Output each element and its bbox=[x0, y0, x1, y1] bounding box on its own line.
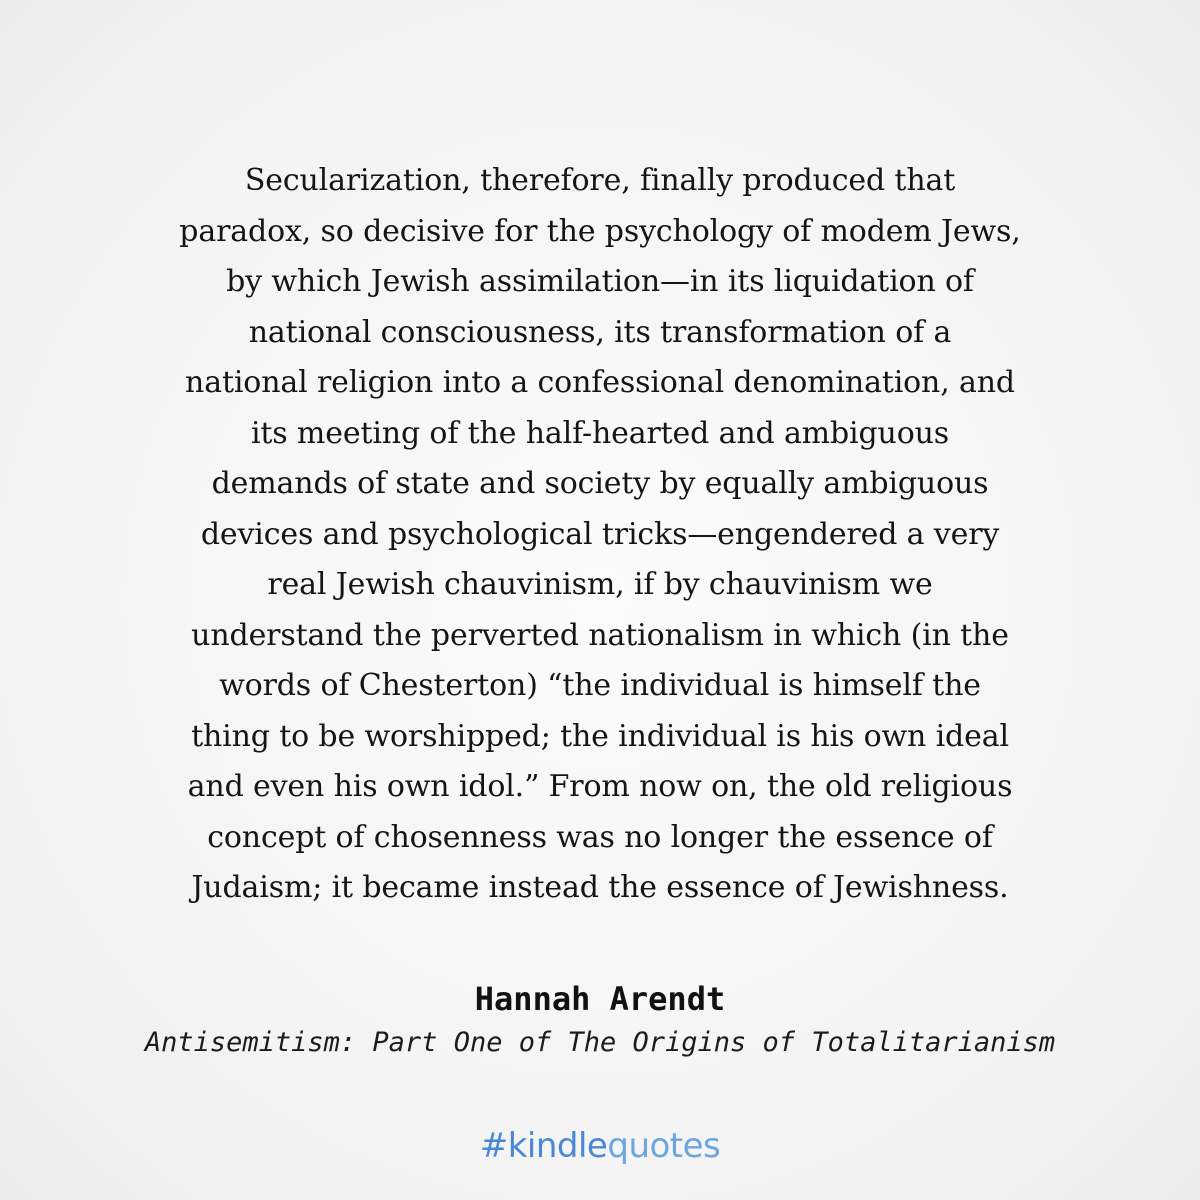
quote-line: its meeting of the half-hearted and ambiguous bbox=[250, 415, 950, 451]
quote-line: devices and psychological tricks—engendered a very bbox=[200, 516, 1000, 552]
quote-line: by which Jewish assimilation—in its liquidation of bbox=[226, 264, 974, 299]
quote-line: understand the perverted nationalism in which (in the bbox=[191, 617, 1009, 653]
quote-line: Judaism; it became instead the essence of Jewishness. bbox=[191, 870, 1009, 905]
quote-line: demands of state and society by equally ambiguous bbox=[211, 466, 989, 501]
quote-line: Secularization, therefore, finally produced that bbox=[244, 163, 956, 198]
quote-line: national consciousness, its transformation of a bbox=[248, 314, 952, 350]
quote-line: national religion into a confessional denomination, and bbox=[185, 365, 1015, 400]
quote-line: concept of chosenness was no longer the essence of bbox=[207, 819, 993, 855]
quote-line: paradox, so decisive for the psychology of modem Jews, bbox=[179, 213, 1021, 249]
hashtag-prefix: #kindle bbox=[479, 1126, 608, 1166]
quote-line: real Jewish chauvinism, if by chauvinism we bbox=[267, 567, 933, 602]
quote-text bbox=[75, 156, 1125, 914]
quote-line: and even his own idol.” From now on, the old religious bbox=[187, 769, 1013, 804]
kindle-quotes-hashtag bbox=[0, 1124, 1200, 1168]
hashtag-suffix: quotes bbox=[607, 1126, 721, 1166]
author-name: Hannah Arendt bbox=[474, 980, 726, 1018]
book-title: Antisemitism: Part One of The Origins of Totalitarianism bbox=[144, 1027, 1056, 1058]
quote-line: words of Chesterton) “the individual is himself the bbox=[219, 668, 981, 703]
quote-line: thing to be worshipped; the individual is his own ideal bbox=[191, 718, 1009, 754]
